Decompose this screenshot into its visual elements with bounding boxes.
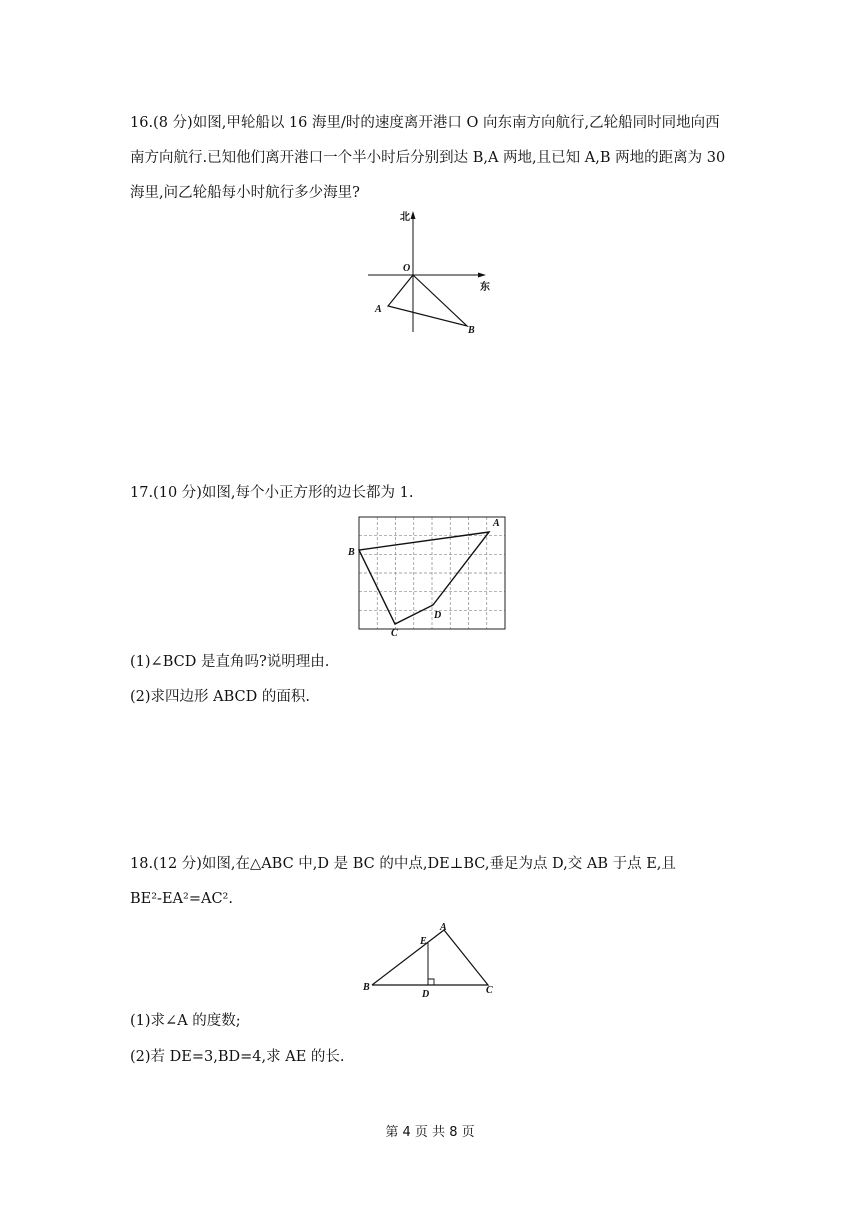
q16-north-label: 北 [400, 212, 410, 223]
page-footer: 第 4 页 共 8 页 [385, 1125, 475, 1140]
q18-line-1: 18.(12 分)如图,在△ABC 中,D 是 BC 的中点,DE⊥BC,垂足为点 D,交 AB 于点 E,且 [130, 856, 676, 872]
q18-figure [360, 918, 500, 1000]
q17-point-d-label: D [434, 610, 442, 621]
q18-point-b-label: B [363, 982, 370, 993]
q18-point-c-label: C [486, 985, 493, 996]
q17-sub-2: (2)求四边形 ABCD 的面积. [130, 689, 310, 705]
q16-figure [360, 208, 500, 338]
q17-line-1: 17.(10 分)如图,每个小正方形的边长都为 1. [130, 485, 414, 501]
q17-sub-1: (1)∠BCD 是直角吗?说明理由. [130, 654, 330, 670]
q18-line-2: BE²-EA²=AC². [130, 891, 233, 907]
q18-point-e-label: E [420, 936, 427, 947]
q17-grid-figure [345, 512, 510, 640]
q16-point-o-label: O [403, 263, 411, 274]
q16-line-2: 南方向航行.已知他们离开港口一个半小时后分别到达 B,A 两地,且已知 A,B 两地的距离为 30 [130, 150, 726, 166]
q16-line-1: 16.(8 分)如图,甲轮船以 16 海里/时的速度离开港口 O 向东南方向航行,乙轮船同时同地向西 [130, 115, 720, 131]
q16-point-a-label: A [375, 304, 382, 315]
q18-point-a-label: A [440, 922, 447, 933]
q16-line-3: 海里,问乙轮船每小时航行多少海里? [130, 185, 360, 201]
q17-point-a-label: A [493, 518, 500, 529]
q17-point-c-label: C [391, 628, 398, 639]
q18-sub-2: (2)若 DE=3,BD=4,求 AE 的长. [130, 1049, 345, 1065]
q18-sub-1: (1)求∠A 的度数; [130, 1013, 241, 1029]
q17-grid [359, 517, 505, 629]
q18-point-d-label: D [422, 989, 430, 1000]
q16-east-label: 东 [480, 282, 490, 293]
q17-point-b-label: B [348, 547, 355, 558]
q16-point-b-label: B [468, 325, 475, 336]
